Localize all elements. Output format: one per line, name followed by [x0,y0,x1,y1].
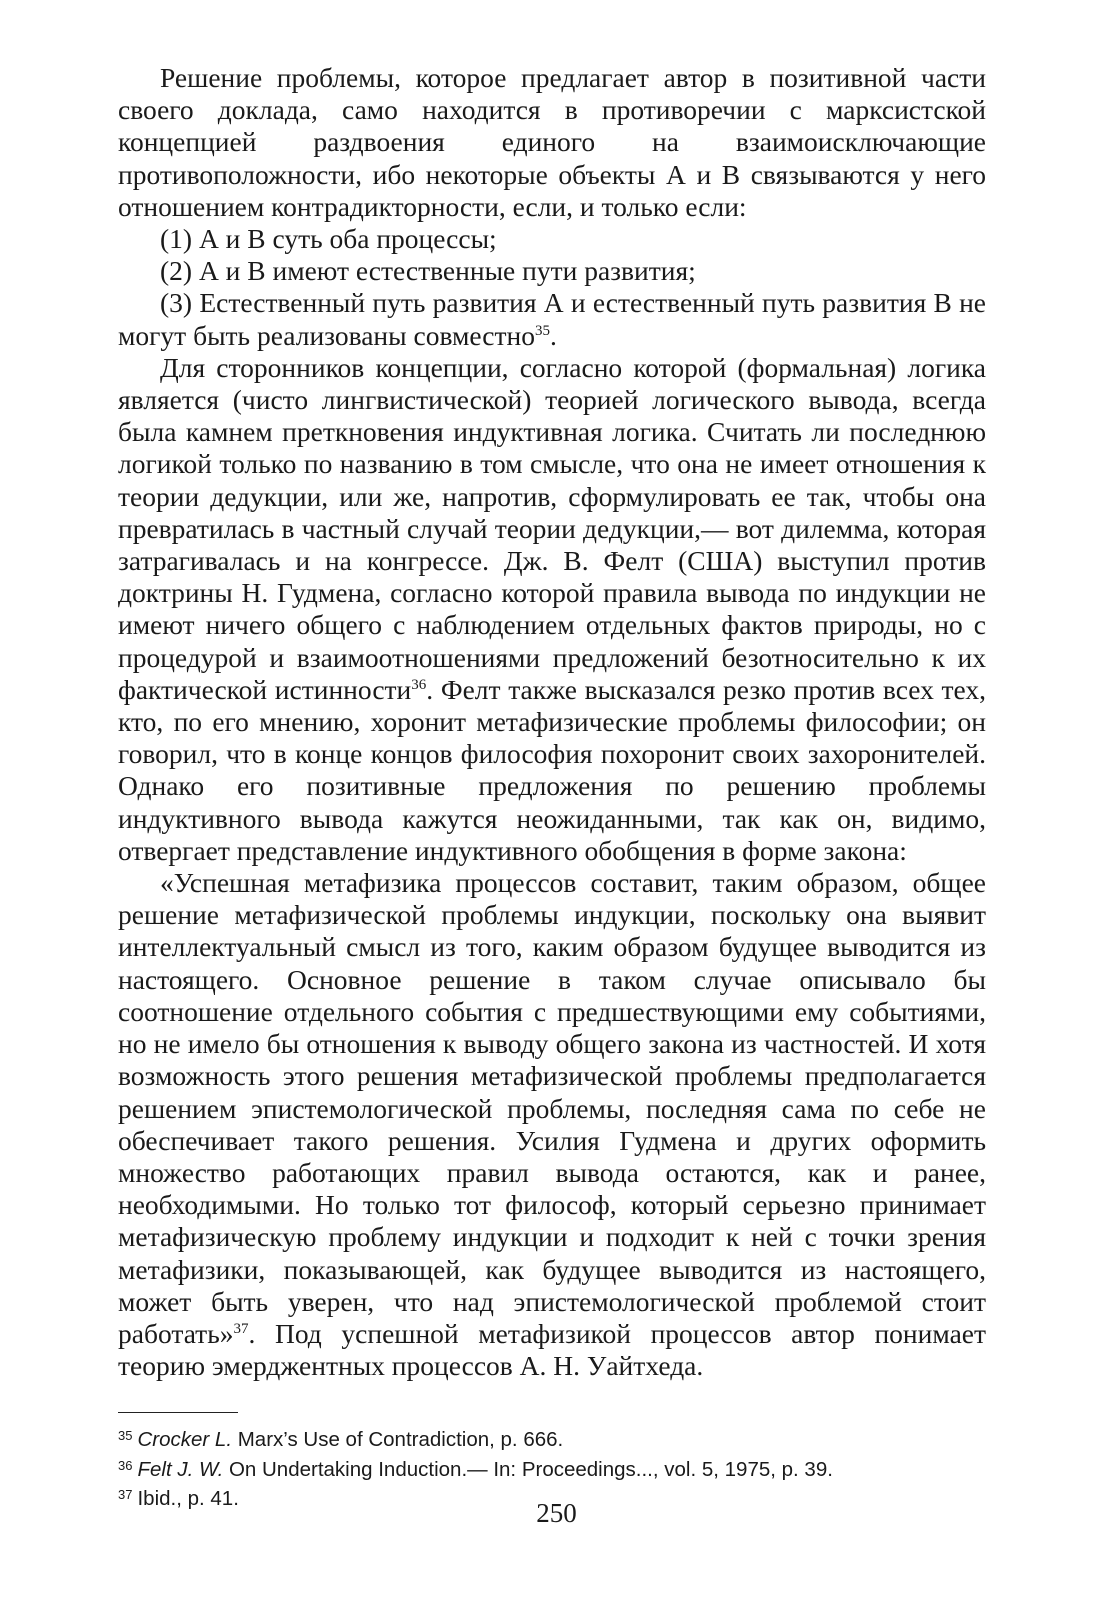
footnote-36 [118,1453,986,1483]
list-item-3-text: (3) Естественный путь развития А и естественный путь развития В не могут быть реализованы совместно [118,287,986,351]
footnote-author: Felt J. W. [137,1457,224,1481]
footnote-text: Marx’s Use of Contradiction, p. 666. [232,1428,564,1452]
footnote-ref-37: 37 [233,1320,249,1337]
paragraph-2 [118,352,986,867]
paragraph-3-text-a: «Успешная метафизика процессов составит, таким образом, общее решение метафизической проблемы индукции, поскольку она выявит интеллектуальный смысл из того, каким образом будущее выводится из настоящего. Основное решение в таком случае описывало бы соотношение отдельного события с предшествующими ему событиями, но не имело бы отношения к выводу общего закона из частностей. И хотя возможность этого решения метафизической проблемы предполагается решением эпистемологической проблемы, последняя сама по себе не обеспечивает такого решения. Усилия Гудмена и других оформить множество работающих правил вывода остаются, как и ранее, необходимыми. Но только тот философ, который серьезно принимает метафизическую проблему индукции и подходит к ней с точки зрения метафизики, показывающей, как будущее выводится из настоящего, может быть уверен, что над эпистемологической проблемой стоит работать» [118,867,986,1349]
paragraph-2-text-a: Для сторонников концепции, согласно которой (формальная) логика является (чисто лингвистической) теорией логического вывода, всегда была камнем преткновения индуктивная логика. Считать ли последнюю логикой только по названию в том смысле, что она не имеет отношения к теории дедукции, или же, напротив, сформулировать ее так, чтобы она превратилась в частный случай теории дедукции,— вот дилемма, которая затрагивалась и на конгрессе. Дж. В. Фелт (США) выступил против доктрины Н. Гудмена, согласно которой правила вывода по индукции не имеют ничего общего с наблюдением отдельных фактов природы, но с процедурой и взаимоотношениями предложений безотносительно к их фактической истинности [118,351,986,705]
footnote-divider [118,1412,238,1413]
footnote-35 [118,1423,986,1453]
list-item-3 [118,287,986,351]
main-text [118,62,986,1382]
page-number: 250 [536,1498,577,1528]
list-item-2 [118,255,986,287]
list-item-1-text: (1) А и В суть оба процессы; [160,223,497,255]
footnote-number: 37 [118,1487,133,1503]
footnote-author: Crocker L. [137,1428,233,1452]
footnote-ref-35: 35 [534,322,550,339]
paragraph-1-text: Решение проблемы, которое предлагает автор в позитивной части своего доклада, само находится в противоречии с марксистской концепцией раздвоения единого на взаимоисключающие противоположности, ибо некоторые объекты А и В связываются у него отношением контрадикторности, если, и только если: [118,62,986,222]
paragraph-2-text-b: . Фелт также высказался резко против всех тех, кто, по его мнению, хоронит метафизические проблемы философии; он говорил, что в конце концов философия похоронит своих захоронителей. Однако его позитивные предложения по решению проблемы индуктивного вывода кажутся неожиданными, так как он, видимо, отвергает представление индуктивного обобщения в форме закона: [118,673,986,866]
list-item-3-tail: . [549,319,557,351]
footnote-number: 35 [118,1428,133,1444]
paragraph-1 [118,62,986,223]
paragraph-3-quote [118,867,986,1382]
footnote-text: Ibid., p. 41. [137,1487,239,1511]
list-item-1 [118,223,986,255]
page-content [118,62,986,1512]
footnote-text: On Undertaking Induction.— In: Proceedings..., vol. 5, 1975, p. 39. [223,1457,833,1481]
footnote-number: 36 [118,1457,133,1473]
paragraph-3-text-b: . Под успешной метафизикой процессов автор понимает теорию эмерджентных процессов А. Н. Уайтхеда. [118,1317,986,1382]
footnote-ref-36: 36 [411,676,427,693]
list-item-2-text: (2) А и В имеют естественные пути развития; [160,255,696,287]
